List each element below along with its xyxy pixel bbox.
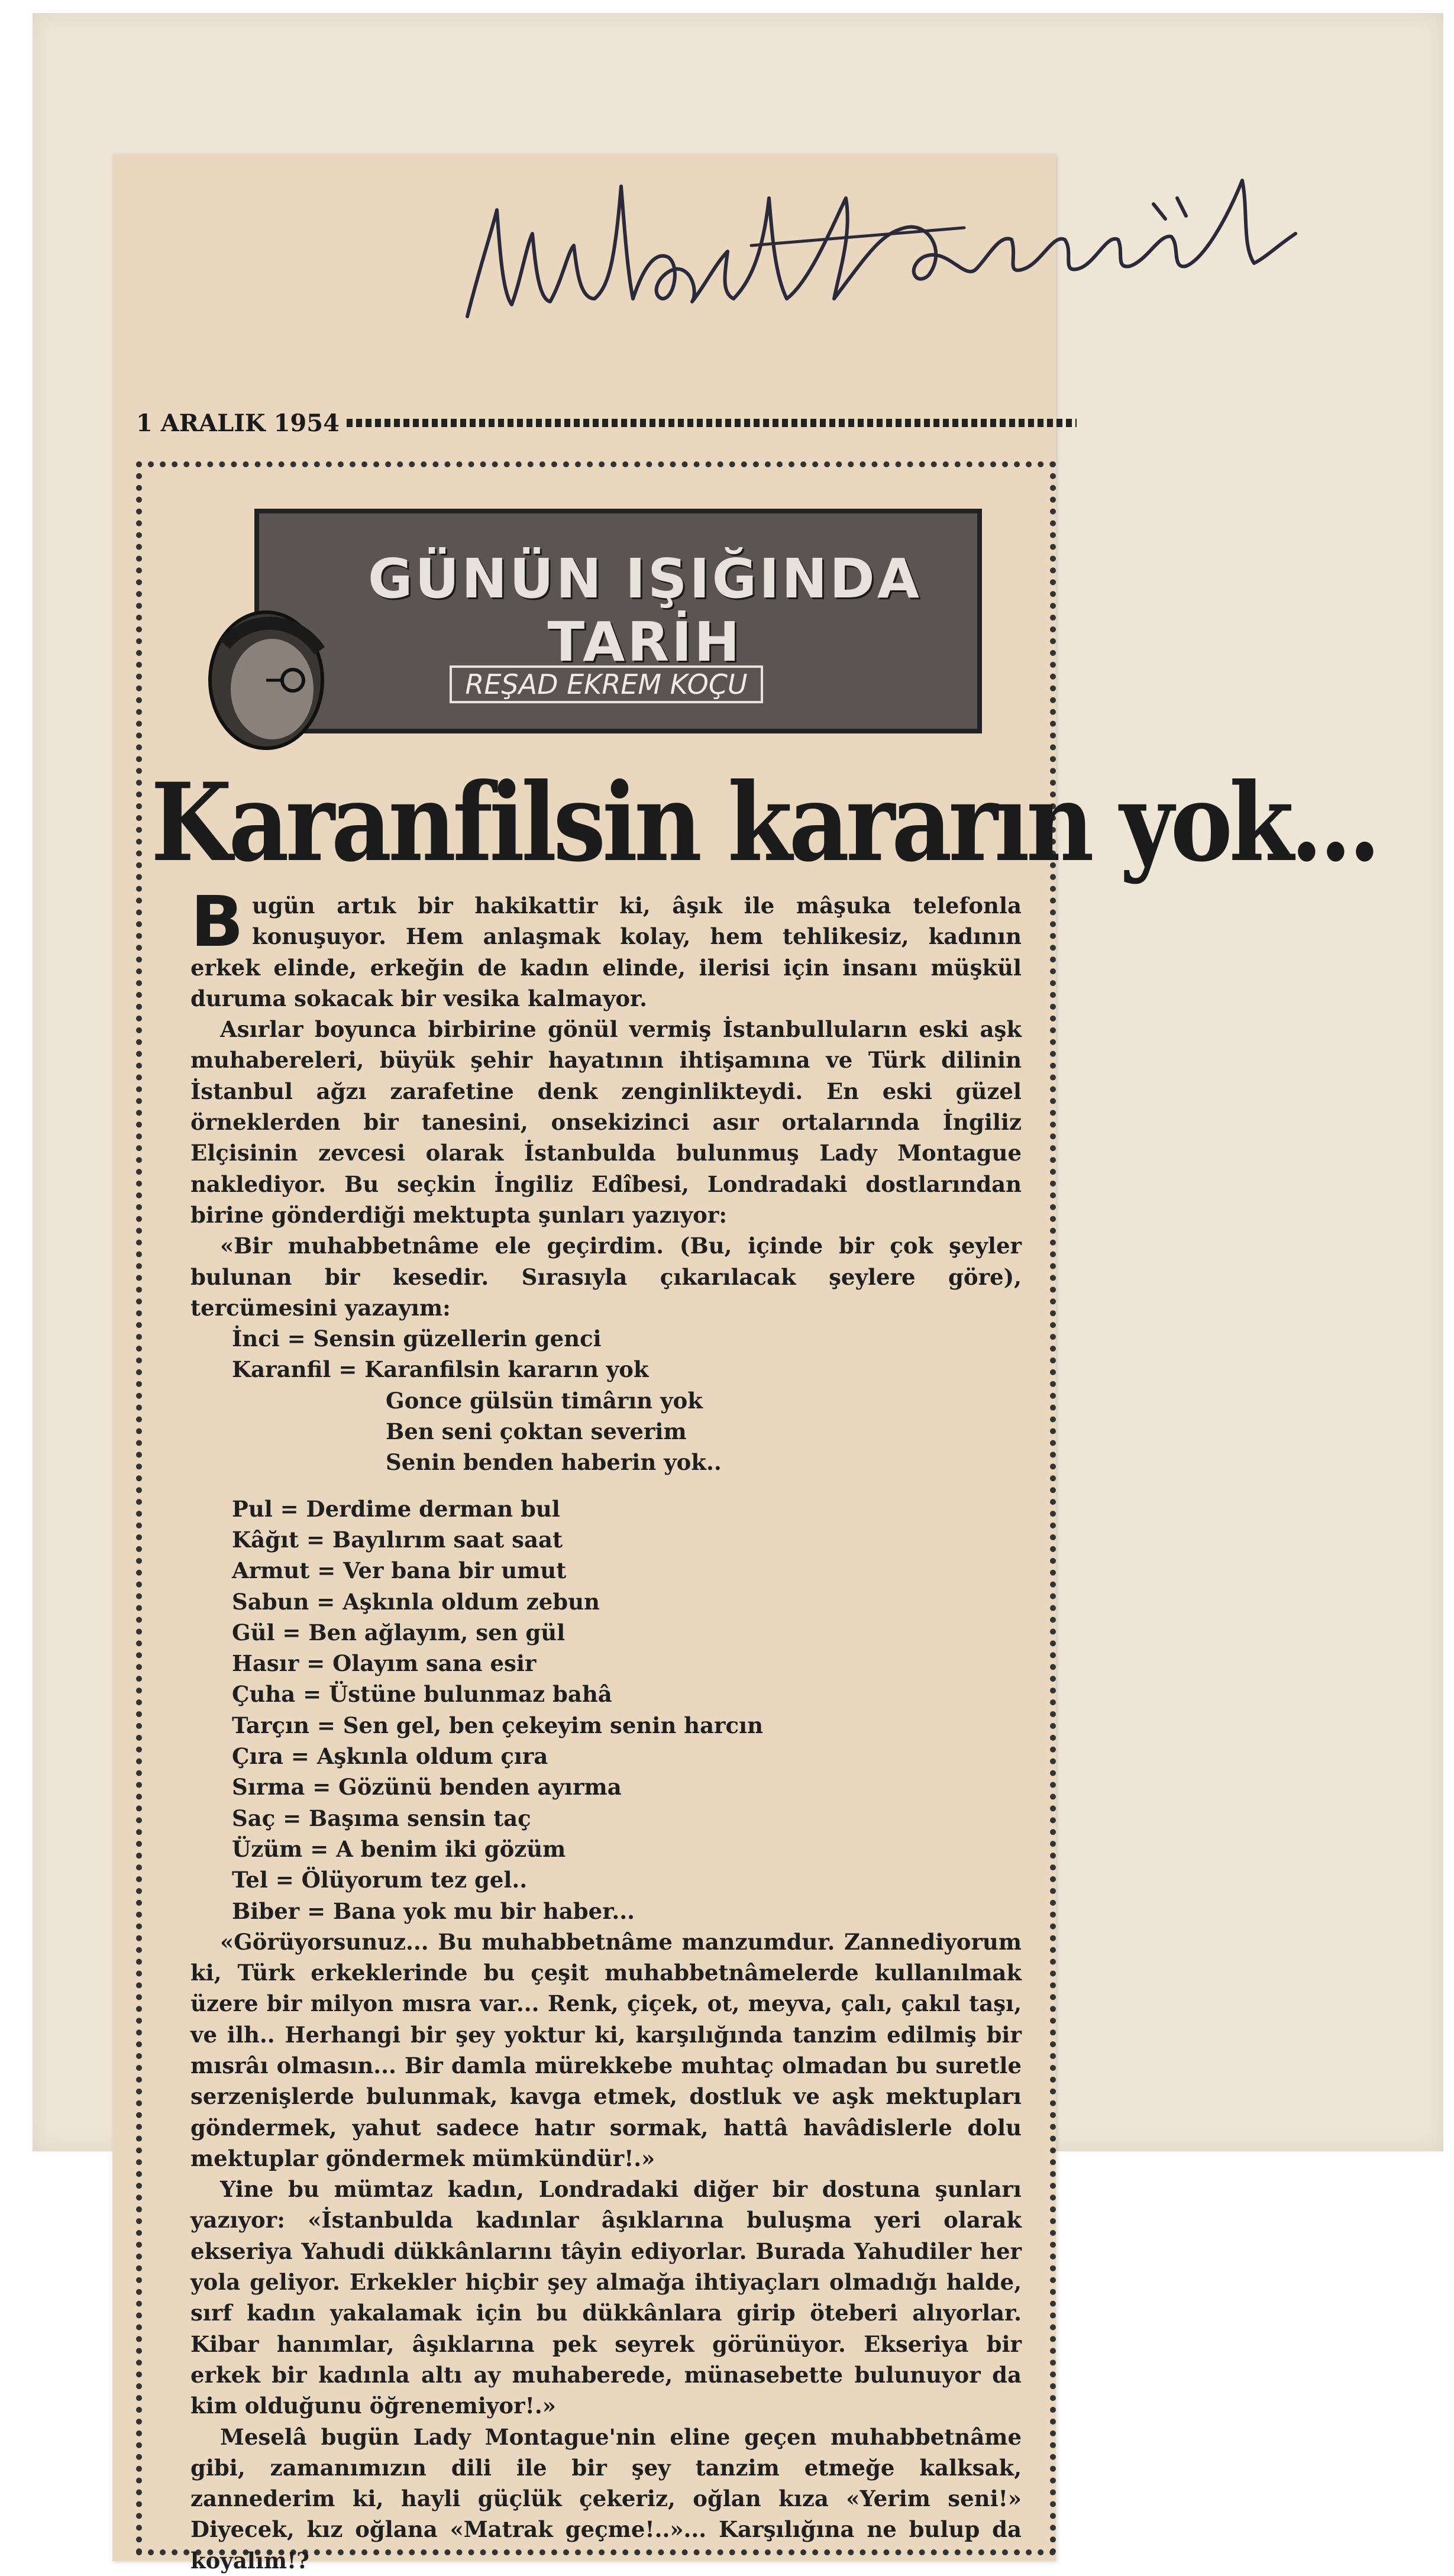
paragraph-1 [190,881,1022,1014]
poem-line: Sırma = Gözünü benden ayırma [232,1774,622,1801]
poem-line: Armut = Ver bana bir umut [232,1557,567,1584]
poem-line: Sabun = Aşkınla oldum zebun [232,1588,600,1615]
date-line [136,408,1077,438]
poem-line: Çıra = Aşkınla oldum çıra [232,1743,548,1770]
paragraph-1-text: ugün artık bir hakikattir ki, âşık ile mâşuka telefonla konuşuyor. Hem anlaşmak kolay, hem tehlikesiz, kadının erkek elinde, erkeğin de kadın elinde, ilerisi için insanı müşkül duruma sokacak bir vesika kalmayor. [190,893,1022,1011]
paragraph-3: «Bir muhabbetnâme ele geçirdim. (Bu, içinde bir çok şeyler bulunan bir kesedir. Sırasıyla çıkarılacak şeylere göre), tercümesini yazayım: [190,1233,1022,1321]
poem-line: Çuha = Üstüne bulunmaz bahâ [232,1681,612,1708]
publication-date: 1 ARALIK 1954 [136,409,340,437]
poem-block-2 [190,1494,1022,1927]
poem-line: Tarçın = Sen gel, ben çekeyim senin harcın [232,1712,763,1738]
poem-block-1 [190,1323,1022,1478]
poem-line: Pul = Derdime derman bul [232,1495,560,1522]
poem-line: Ben seni çoktan severim [386,1418,687,1445]
drop-cap: B [190,881,244,962]
column-author: REŞAD EKREM KOÇU [450,665,763,703]
poem-line: Saç = Başıma sensin taç [232,1805,531,1831]
paragraph-2: Asırlar boyunca birbirine gönül vermiş İstanbulluların eski aşk muhabereleri, büyük şehir hayatının ihtişamına ve Türk dilinin İstanbul ağzı zarafetine denk zenginlikteydi. En eski güzel örneklerden bir tanesini, onsekizinci asır ortalarında İngiliz Elçisinin zevcesi olarak İstanbulda bulunmuş Lady Montague naklediyor. Bu seçkin İngiliz Edîbesi, Londradaki dostlarından birine gönderdiği mektupta şunları yazıyor: [190,1016,1022,1228]
paragraph-5: Yine bu mümtaz kadın, Londradaki diğer bir dostuna şunları yazıyor: «İstanbulda kadınlar âşıklarına buluşma yeri olarak ekseriya Yahudi dükkânlarını tâyin ediyorlar. Burada Yahudiler her yola geliyor. Erkekler hiçbir şey almağa ihtiyaçları olmadığı halde, sırf kadın yakalamak için bu dükkânlara girip öteberi alıyorlar. Kibar hanımlar, âşıklarına pek seyrek görünüyor. Ekseriya bir erkek bir kadınla altı ay muhaberede, münasebette bulunuyor da kim olduğunu öğrenemiyor!.» [190,2176,1022,2419]
poem-line: Biber = Bana yok mu bir haber... [232,1898,635,1924]
headline: Karanfilsin kararın yok... [151,760,1378,886]
column-title: GÜNÜN IŞIĞINDA TARİH [368,547,922,674]
author-portrait [195,592,331,763]
poem-line: Senin benden haberin yok.. [386,1449,722,1476]
poem-line: Tel = Ölüyorum tez gel.. [232,1867,528,1893]
article-body [190,881,1022,2576]
handwritten-signature [455,163,1313,340]
poem-line: Hasır = Olayım sana esir [232,1650,537,1677]
paragraph-6: Meselâ bugün Lady Montague'nin eline geçen muhabbetnâme gibi, zamanımızın dili ile bir şey tanzim etmeğe kalksak, zannederim ki, hayli güçlük çekeriz, oğlan kıza «Yerim seni!» Diyecek, kız oğlana «Matrak geçme!..»... Karşılığına ne bulup da koyalım!? [190,2423,1022,2574]
poem-line: Kâğıt = Bayılırım saat saat [232,1526,563,1553]
dotted-rule [347,419,1077,427]
poem-line: İnci = Sensin güzellerin genci [232,1326,602,1352]
poem-line: Üzüm = A benim iki gözüm [232,1835,566,1862]
poem-line: Karanfil = Karanfilsin kararın yok [232,1356,649,1383]
poem-line: Gül = Ben ağlayım, sen gül [232,1619,566,1646]
paragraph-4: «Görüyorsunuz... Bu muhabbetnâme manzumdur. Zannediyorum ki, Türk erkeklerinde bu çeşit muhabbetnâmelerde kullanılmak üzere bir milyon mısra var... Renk, çiçek, ot, meyva, çalı, çakıl taşı, ve ilh.. Herhangi bir şey yoktur ki, karşılığında tanzim edilmiş bir mısrâı olmasın... Bir damla mürekkebe muhtaç olmadan bu suretle serzenişlerde bulunmak, kavga etmek, dostluk ve aşk mektupları göndermek, yahut sadece hatır sormak, hattâ havâdislerle dolu mektuplar göndermek mümkündür!.» [190,1928,1022,2171]
poem-line: Gonce gülsün timârın yok [386,1387,703,1414]
